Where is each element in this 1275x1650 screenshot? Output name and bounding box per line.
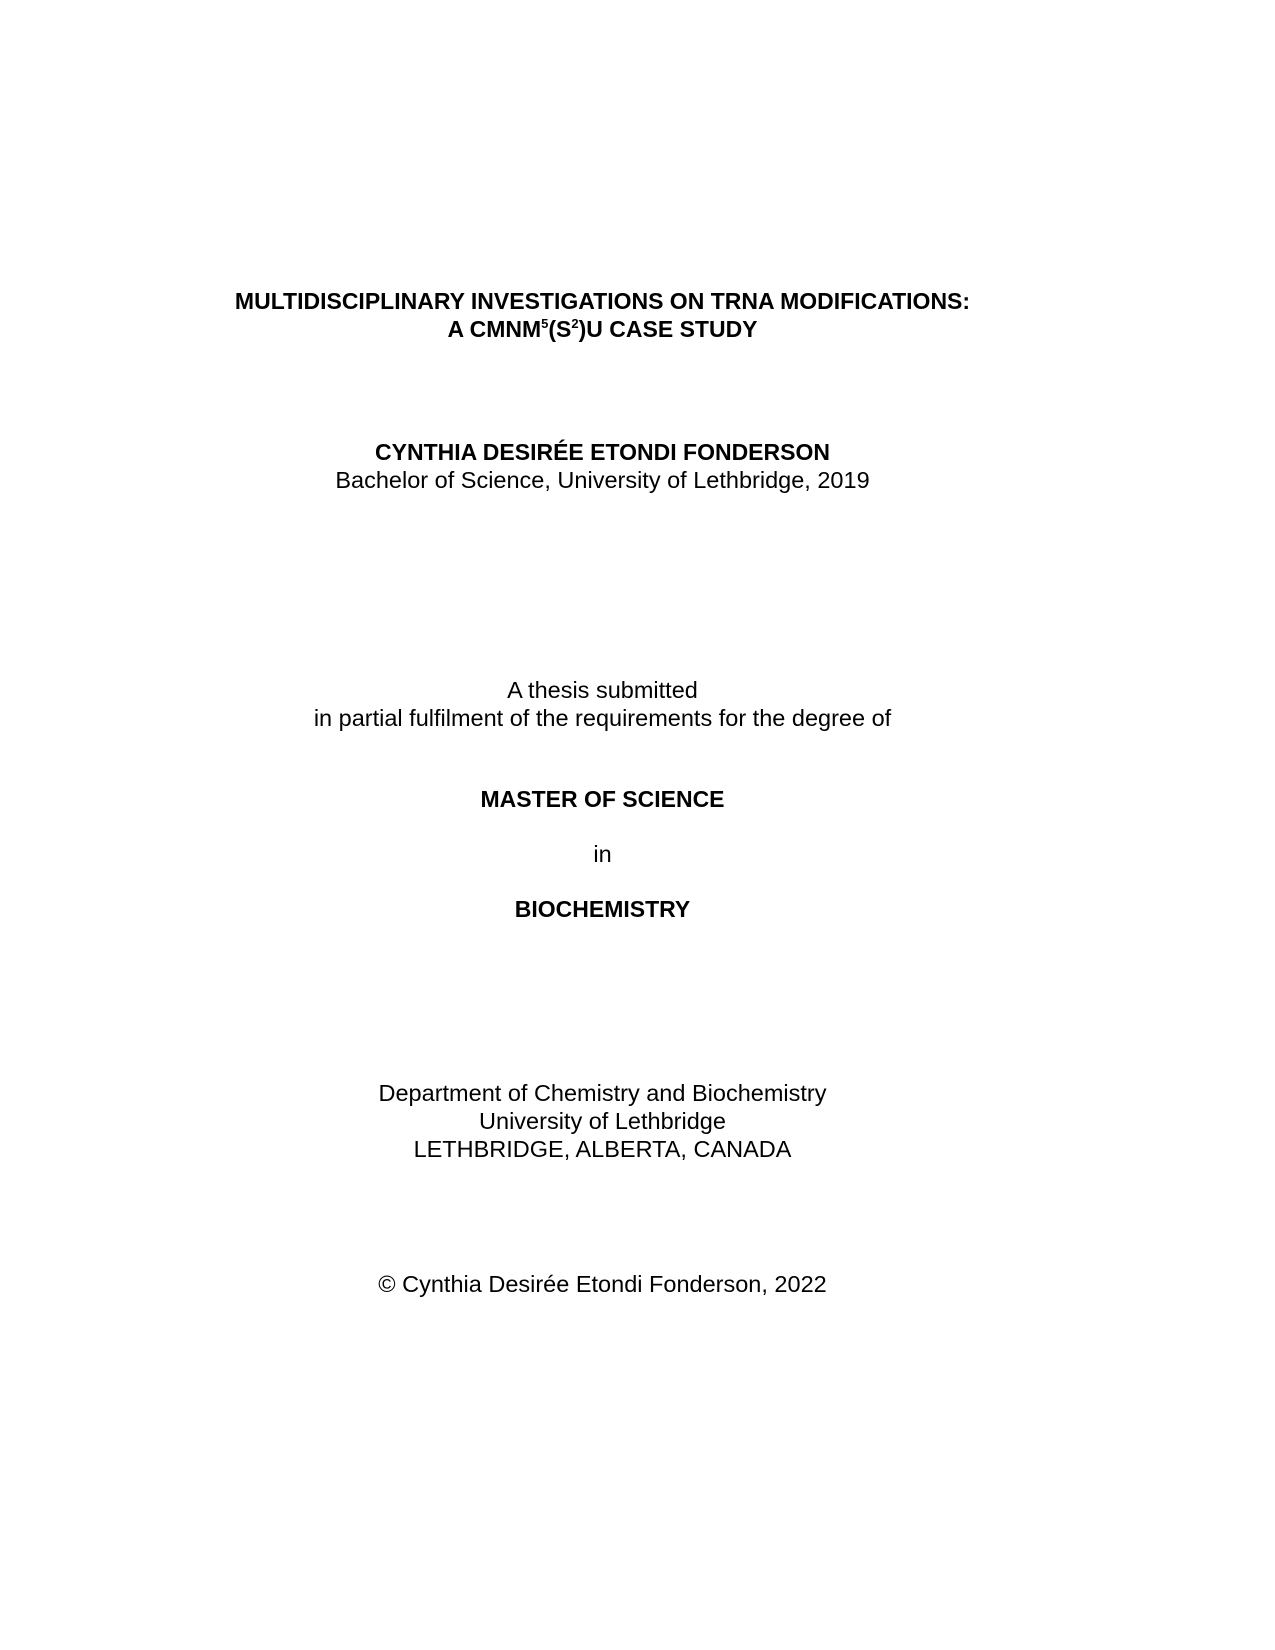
degree-field: BIOCHEMISTRY xyxy=(514,896,691,922)
submission-statement xyxy=(0,676,1205,732)
submission-line-1: A thesis submitted xyxy=(507,677,698,703)
department: Department of Chemistry and Biochemistry xyxy=(378,1080,827,1106)
copyright-notice: © Cynthia Desirée Etondi Fonderson, 2022 xyxy=(378,1271,827,1297)
location: LETHBRIDGE, ALBERTA, CANADA xyxy=(413,1136,792,1162)
submission-line-2: in partial fulfilment of the requirements for the degree of xyxy=(313,705,892,731)
university: University of Lethbridge xyxy=(479,1108,726,1134)
degree-name: MASTER OF SCIENCE xyxy=(480,786,725,812)
thesis-title-line-1: MULTIDISCIPLINARY INVESTIGATIONS ON TRNA MODIFICATIONS: xyxy=(234,288,971,314)
degree-connector: in xyxy=(593,841,612,867)
institution-block xyxy=(0,1079,1205,1163)
thesis-title xyxy=(0,287,1205,343)
superscript-5: 5 xyxy=(541,316,549,331)
thesis-title-line-2: A $CMNM^5(S^2)U$ CASE STUDY xyxy=(447,316,758,342)
superscript-2: 2 xyxy=(571,316,579,331)
author-name: CYNTHIA DESIRÉE ETONDI FONDERSON xyxy=(375,439,830,465)
author-block xyxy=(0,438,1205,494)
prior-degree: Bachelor of Science, University of Lethbridge, 2019 xyxy=(335,467,870,493)
